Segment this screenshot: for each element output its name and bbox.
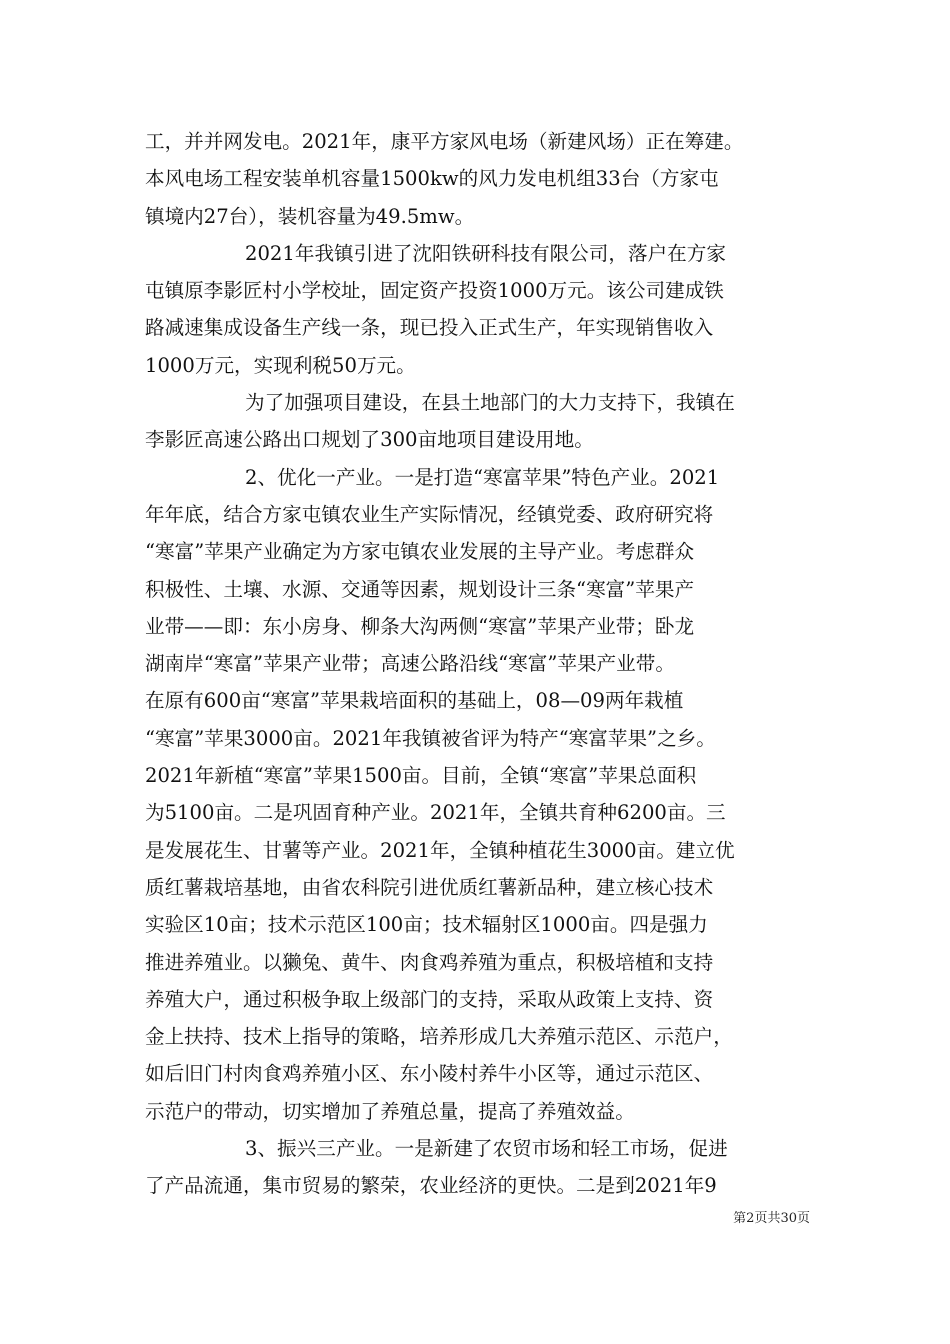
text-line: 湖南岸“寒富”苹果产业带；高速公路沿线“寒富”苹果产业带。 (145, 652, 675, 676)
text-line: 如后旧门村肉食鸡养殖小区、东小陵村养牛小区等，通过示范区、 (145, 1062, 714, 1086)
text-line: 业带——即：东小房身、柳条大沟两侧“寒富”苹果产业带；卧龙 (145, 614, 695, 638)
text-line: 是发展花生、甘薯等产业。2021年，全镇种植花生3000亩。建立优 (145, 838, 735, 862)
paragraph-first-line: 为了加强项目建设，在县土地部门的大力支持下，我镇在 (245, 391, 735, 415)
text-line: 养殖大户，通过积极争取上级部门的支持，采取从政策上支持、资 (145, 987, 714, 1011)
text-line: 年年底，结合方家屯镇农业生产实际情况，经镇党委、政府研究将 (145, 502, 714, 526)
text-line: 1000万元，实现利税50万元。 (145, 353, 416, 377)
body-text (145, 123, 821, 1205)
text-line: 工，并并网发电。2021年，康平方家风电场（新建风场）正在筹建。 (145, 130, 744, 153)
page-number: 第2页共30页 (733, 1211, 810, 1226)
text-line: 示范户的带动，切实增加了养殖总量，提高了养殖效益。 (145, 1099, 635, 1123)
text-line: 在原有600亩“寒富”苹果栽培面积的基础上，08—09两年栽植 (145, 689, 684, 713)
text-line: 屯镇原李影匠村小学校址，固定资产投资1000万元。该公司建成铁 (145, 279, 724, 303)
text-line: 为5100亩。二是巩固育种产业。2021年，全镇共育种6200亩。三 (145, 801, 726, 825)
text-line: 路减速集成设备生产线一条，现已投入正式生产，年实现销售收入 (145, 316, 714, 340)
text-line: 积极性、土壤、水源、交通等因素，规划设计三条“寒富”苹果产 (145, 577, 695, 601)
text-line: 推进养殖业。以獭兔、黄牛、肉食鸡养殖为重点，积极培植和支持 (145, 950, 714, 974)
text-line: 镇境内27台），装机容量为49.5mw。 (145, 204, 475, 228)
paragraph-first-line: 2、优化一产业。一是打造“寒富苹果”特色产业。2021 (245, 465, 720, 489)
paragraph-first-line: 2021年我镇引进了沈阳铁研科技有限公司，落户在方家 (245, 241, 726, 265)
paragraph-first-line: 3、振兴三产业。一是新建了农贸市场和轻工市场，促进 (245, 1137, 728, 1161)
text-line: “寒富”苹果产业确定为方家屯镇农业发展的主导产业。考虑群众 (145, 540, 695, 564)
text-line: 2021年新植“寒富”苹果1500亩。目前，全镇“寒富”苹果总面积 (145, 764, 697, 788)
text-line: 质红薯栽培基地，由省农科院引进优质红薯新品种，建立核心技术 (145, 875, 714, 899)
text-line: 金上扶持、技术上指导的策略，培养形成几大养殖示范区、示范户， (145, 1025, 733, 1049)
text-line: 本风电场工程安装单机容量1500kw的风力发电机组33台（方家屯 (145, 167, 719, 191)
text-line: 李影匠高速公路出口规划了300亩地项目建设用地。 (145, 428, 594, 452)
text-line: 了产品流通，集市贸易的繁荣，农业经济的更快。二是到2021年9 (145, 1174, 717, 1198)
text-line: 实验区10亩；技术示范区100亩；技术辐射区1000亩。四是强力 (145, 913, 708, 937)
text-line: “寒富”苹果3000亩。2021年我镇被省评为特产“寒富苹果”之乡。 (145, 726, 716, 750)
